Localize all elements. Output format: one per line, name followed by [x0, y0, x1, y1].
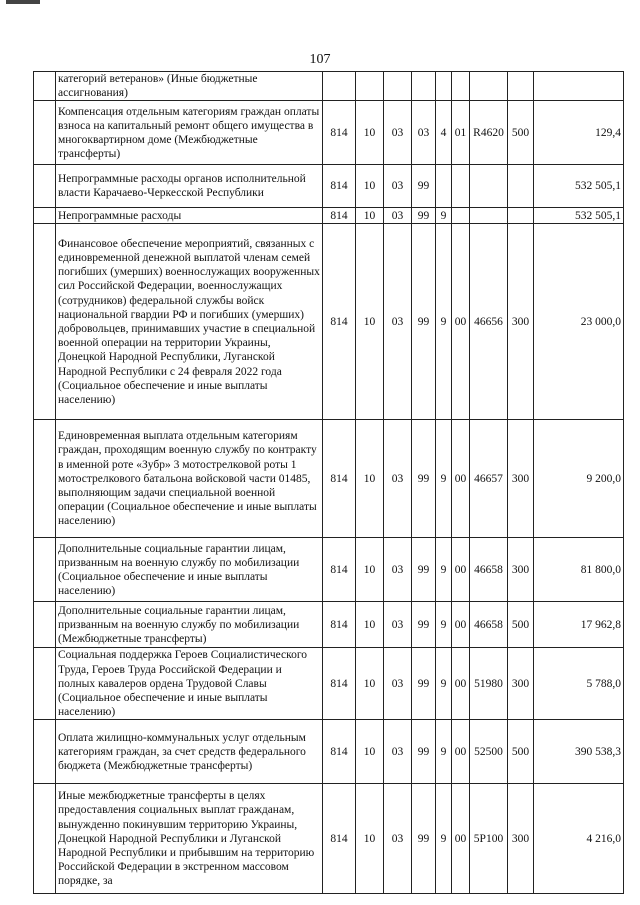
p2-cell [436, 165, 452, 208]
p3-cell: 00 [452, 538, 470, 602]
vr-cell: 300 [508, 784, 534, 894]
rz-cell: 10 [356, 208, 384, 224]
expense-name-cell: Оплата жилищно-коммунальных услуг отдельным категориям граждан, за счет средств федерального бюджета (Межбюджетные трансферты) [56, 720, 323, 784]
pr-cell [384, 72, 412, 101]
table-row [34, 72, 624, 101]
p2-cell: 9 [436, 208, 452, 224]
table-row [34, 538, 624, 602]
grbs-cell [323, 72, 356, 101]
table-row [34, 648, 624, 720]
row-margin-cell [34, 72, 56, 101]
p3-cell [452, 165, 470, 208]
code-cell [470, 165, 508, 208]
p1-cell: 99 [412, 420, 436, 538]
p1-cell: 99 [412, 165, 436, 208]
grbs-cell: 814 [323, 165, 356, 208]
p3-cell: 00 [452, 720, 470, 784]
pr-cell: 03 [384, 720, 412, 784]
amount-cell: 9 200,0 [534, 420, 624, 538]
rz-cell: 10 [356, 420, 384, 538]
expense-name-cell: Единовременная выплата отдельным категориям граждан, проходящим военную службу по контракту в именной роте «Зубр» 3 мотострелковой роты 1 мотострелкового батальона войсковой части 01485, выполняющим задачи специальной военной операции (Социальное обеспечение и иные выплаты населению) [56, 420, 323, 538]
row-margin-cell [34, 420, 56, 538]
grbs-cell: 814 [323, 224, 356, 420]
pr-cell: 03 [384, 224, 412, 420]
vr-cell: 500 [508, 720, 534, 784]
vr-cell [508, 72, 534, 101]
p2-cell: 9 [436, 648, 452, 720]
p1-cell: 99 [412, 538, 436, 602]
vr-cell [508, 165, 534, 208]
pr-cell: 03 [384, 538, 412, 602]
p2-cell: 9 [436, 602, 452, 648]
rz-cell: 10 [356, 784, 384, 894]
p1-cell: 99 [412, 224, 436, 420]
p3-cell: 00 [452, 602, 470, 648]
table-row [34, 420, 624, 538]
p2-cell: 9 [436, 720, 452, 784]
expense-name-cell: Дополнительные социальные гарантии лицам, призванным на военную службу по мобилизации (Социальное обеспечение и иные выплаты населению) [56, 538, 323, 602]
p2-cell: 4 [436, 101, 452, 165]
budget-table [33, 71, 624, 894]
vr-cell: 300 [508, 224, 534, 420]
p3-cell: 00 [452, 224, 470, 420]
code-cell: 51980 [470, 648, 508, 720]
row-margin-cell [34, 101, 56, 165]
pr-cell: 03 [384, 101, 412, 165]
code-cell: R4620 [470, 101, 508, 165]
table-row [34, 224, 624, 420]
p3-cell: 00 [452, 420, 470, 538]
amount-cell: 532 505,1 [534, 165, 624, 208]
pr-cell: 03 [384, 648, 412, 720]
expense-name-cell: Дополнительные социальные гарантии лицам, призванным на военную службу по мобилизации (Межбюджетные трансферты) [56, 602, 323, 648]
rz-cell: 10 [356, 648, 384, 720]
p1-cell: 99 [412, 208, 436, 224]
amount-cell [534, 72, 624, 101]
table-row [34, 208, 624, 224]
rz-cell: 10 [356, 602, 384, 648]
p1-cell: 99 [412, 784, 436, 894]
rz-cell: 10 [356, 720, 384, 784]
amount-cell: 23 000,0 [534, 224, 624, 420]
grbs-cell: 814 [323, 538, 356, 602]
expense-name-cell: категорий ветеранов» (Иные бюджетные ассигнования) [56, 72, 323, 101]
expense-name-cell: Непрограммные расходы органов исполнительной власти Карачаево-Черкесской Республики [56, 165, 323, 208]
p3-cell: 00 [452, 648, 470, 720]
pr-cell: 03 [384, 784, 412, 894]
vr-cell: 300 [508, 538, 534, 602]
code-cell: 46656 [470, 224, 508, 420]
amount-cell: 81 800,0 [534, 538, 624, 602]
pr-cell: 03 [384, 208, 412, 224]
amount-cell: 4 216,0 [534, 784, 624, 894]
p2-cell: 9 [436, 420, 452, 538]
p3-cell [452, 208, 470, 224]
expense-name-cell: Социальная поддержка Героев Социалистического Труда, Героев Труда Российской Федерации и полных кавалеров ордена Трудовой Славы (Социальное обеспечение и иные выплаты населению) [56, 648, 323, 720]
code-cell: 46657 [470, 420, 508, 538]
table-row [34, 784, 624, 894]
p2-cell: 9 [436, 538, 452, 602]
row-margin-cell [34, 720, 56, 784]
vr-cell: 500 [508, 101, 534, 165]
p1-cell [412, 72, 436, 101]
grbs-cell: 814 [323, 720, 356, 784]
vr-cell: 500 [508, 602, 534, 648]
p2-cell [436, 72, 452, 101]
amount-cell: 5 788,0 [534, 648, 624, 720]
grbs-cell: 814 [323, 602, 356, 648]
vr-cell [508, 208, 534, 224]
rz-cell: 10 [356, 101, 384, 165]
pr-cell: 03 [384, 602, 412, 648]
table-row [34, 101, 624, 165]
row-margin-cell [34, 784, 56, 894]
p1-cell: 99 [412, 602, 436, 648]
amount-cell: 532 505,1 [534, 208, 624, 224]
expense-name-cell: Непрограммные расходы [56, 208, 323, 224]
rz-cell: 10 [356, 224, 384, 420]
code-cell [470, 72, 508, 101]
vr-cell: 300 [508, 420, 534, 538]
pr-cell: 03 [384, 420, 412, 538]
p3-cell: 00 [452, 784, 470, 894]
p3-cell [452, 72, 470, 101]
table-row [34, 165, 624, 208]
p1-cell: 03 [412, 101, 436, 165]
amount-cell: 129,4 [534, 101, 624, 165]
grbs-cell: 814 [323, 784, 356, 894]
row-margin-cell [34, 165, 56, 208]
row-margin-cell [34, 224, 56, 420]
p3-cell: 01 [452, 101, 470, 165]
expense-name-cell: Финансовое обеспечение мероприятий, связанных с единовременной денежной выплатой членам семей погибших (умерших) военнослужащих вооруженных сил Российской Федерации, военнослужащих (сотрудников) федеральной службы войск национальной гвардии РФ и погибших (умерших) добровольцев, принимавших участие в специальной военной операции на территории Украины, Донецкой Народной Республики, Луганской Народной Республики с 24 февраля 2022 года (Социальное обеспечение и иные выплаты населению) [56, 224, 323, 420]
rz-cell: 10 [356, 538, 384, 602]
code-cell: 46658 [470, 602, 508, 648]
grbs-cell: 814 [323, 101, 356, 165]
grbs-cell: 814 [323, 208, 356, 224]
code-cell [470, 208, 508, 224]
code-cell: 52500 [470, 720, 508, 784]
vr-cell: 300 [508, 648, 534, 720]
page-number: 107 [309, 52, 331, 67]
p2-cell: 9 [436, 224, 452, 420]
grbs-cell: 814 [323, 648, 356, 720]
grbs-cell: 814 [323, 420, 356, 538]
expense-name-cell: Иные межбюджетные трансферты в целях предоставления социальных выплат гражданам, вынужденно покинувшим территорию Украины, Донецкой Народной Республики и Луганской Народной Республики и прибывшим на территорию Российской Федерации в экстренном массовом порядке, за [56, 784, 323, 894]
row-margin-cell [34, 648, 56, 720]
expense-name-cell: Компенсация отдельным категориям граждан оплаты взноса на капитальный ремонт общего имущества в многоквартирном доме (Межбюджетные трансферты) [56, 101, 323, 165]
row-margin-cell [34, 538, 56, 602]
rz-cell: 10 [356, 165, 384, 208]
amount-cell: 390 538,3 [534, 720, 624, 784]
pr-cell: 03 [384, 165, 412, 208]
p1-cell: 99 [412, 648, 436, 720]
row-margin-cell [34, 602, 56, 648]
amount-cell: 17 962,8 [534, 602, 624, 648]
code-cell: 5Р100 [470, 784, 508, 894]
row-margin-cell [34, 208, 56, 224]
table-row [34, 720, 624, 784]
p2-cell: 9 [436, 784, 452, 894]
p1-cell: 99 [412, 720, 436, 784]
code-cell: 46658 [470, 538, 508, 602]
rz-cell [356, 72, 384, 101]
corner-mark [6, 0, 40, 4]
table-row [34, 602, 624, 648]
